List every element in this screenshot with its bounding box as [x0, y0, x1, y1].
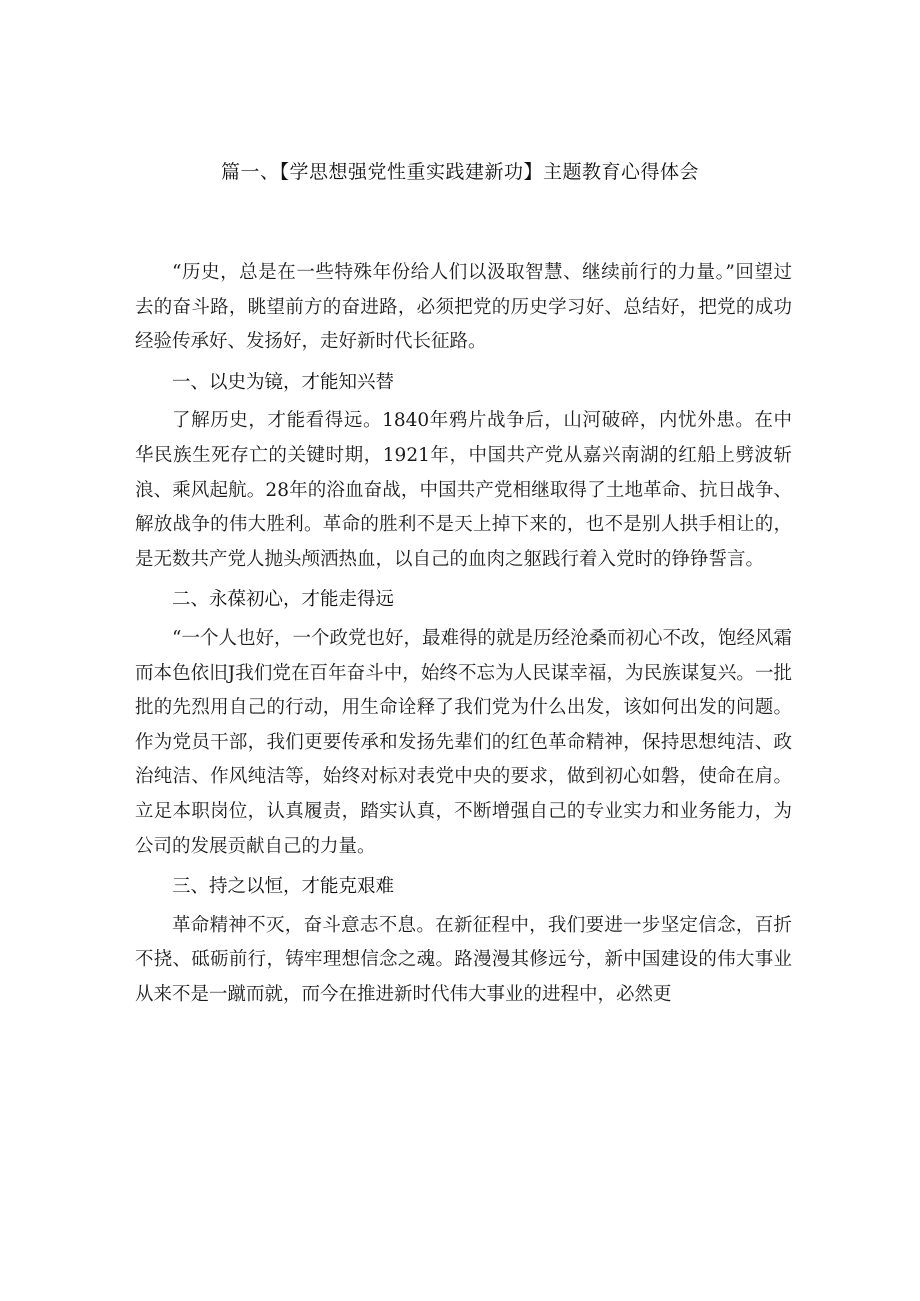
section-paragraph-2: “一个人也好，一个政党也好，最难得的就是历经沧桑而初心不改，饱经风霜而本色依旧J我们党在百年奋斗中，始终不忘为人民谋幸福，为民族谋复兴。一批批的先烈用自己的行动，用生命诠释了我们党为什么出发，该如何出发的问题。作为党员干部，我们更要传承和发扬先辈们的红色革命精神，保持思想纯洁、政治纯洁、作风纯洁等，始终对标对表党中央的要求，做到初心如磐，使命在肩。立足本职岗位，认真履责，踏实认真，不断增强自己的专业实力和业务能力，为公司的发展贡献自己的力量。 — [135, 627, 792, 857]
document-body — [135, 256, 792, 1012]
section-heading-2: 二、永葆初心，才能走得远 — [172, 589, 395, 611]
document-title: 篇一、【学思想强党性重实践建新功】主题教育心得体会 — [220, 161, 699, 183]
section-paragraph-1: 了解历史，才能看得远。1840年鸦片战争后，山河破碎，内忧外患。在中华民族生死存亡的关键时期，1921年，中国共产党从嘉兴南湖的红船上劈波斩浪、乘风起航。28年的浴血奋战，中国共产党相继取得了土地革命、抗日战争、解放战争的伟大胜利。革命的胜利不是天上掉下来的，也不是别人拱手相让的，是无数共产党人抛头颅洒热血，以自己的血肉之躯践行着入党时的铮铮誓言。 — [135, 410, 792, 570]
intro-paragraph: “历史，总是在一些特殊年份给人们以汲取智慧、继续前行的力量。”回望过去的奋斗路，眺望前方的奋进路，必须把党的历史学习好、总结好，把党的成功经验传承好、发扬好，走好新时代长征路。 — [135, 262, 792, 353]
section-paragraph-3: 革命精神不灭，奋斗意志不息。在新征程中，我们要进一步坚定信念，百折不挠、砥砺前行，铸牢理想信念之魂。路漫漫其修远兮，新中国建设的伟大事业从来不是一蹴而就，而今在推进新时代伟大事业的进程中，必然更 — [135, 914, 792, 1005]
section-heading-1: 一、以史为镜，才能知兴替 — [172, 371, 395, 393]
section-heading-3: 三、持之以恒，才能克艰难 — [172, 876, 395, 898]
